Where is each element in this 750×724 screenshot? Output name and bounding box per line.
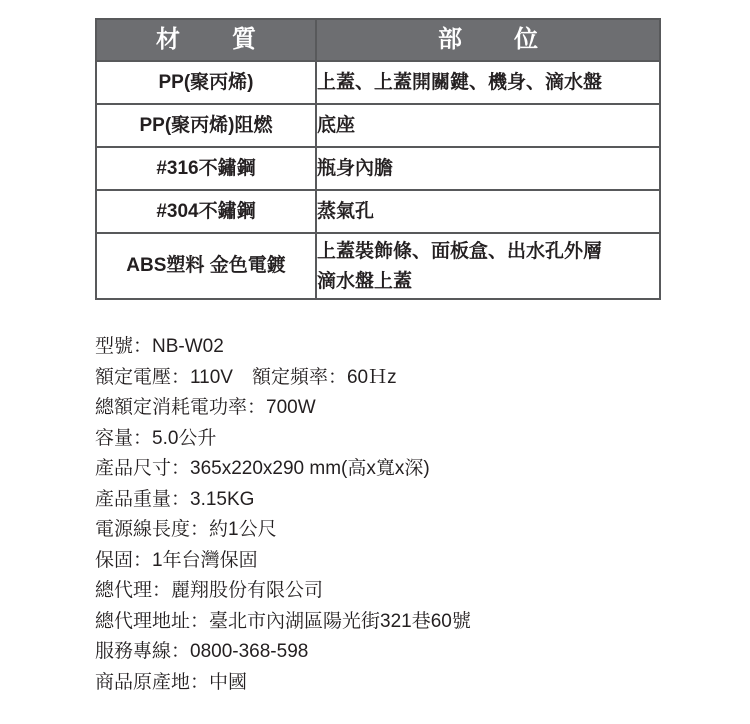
- cell-part: 蒸氣孔: [316, 190, 660, 233]
- cell-material: PP(聚丙烯)阻燃: [96, 104, 316, 147]
- cell-material: #316不鏽鋼: [96, 147, 316, 190]
- cell-part-line: 上蓋裝飾條、面板盒、出水孔外層: [317, 241, 603, 262]
- spec-distributor: 總代理：麗翔股份有限公司: [95, 580, 324, 601]
- spec-cord-length: 電源線長度：約1公尺: [95, 519, 277, 540]
- header-material: 材 質: [96, 19, 316, 61]
- cell-part: 底座: [316, 104, 660, 147]
- cell-part: [316, 233, 660, 299]
- cell-part: 上蓋、上蓋開關鍵、機身、滴水盤: [316, 61, 660, 104]
- spec-capacity: 容量：5.0公升: [95, 427, 217, 449]
- spec-weight: 產品重量：3.15KG: [95, 488, 255, 510]
- spec-service-hotline: 服務專線：0800-368-598: [95, 641, 309, 662]
- cell-material: ABS塑料 金色電鍍: [96, 233, 316, 299]
- table-row: [96, 147, 660, 190]
- material-spec-table: [95, 18, 661, 300]
- spec-distributor-address: 總代理地址：臺北市內湖區陽光街321巷60號: [95, 610, 471, 632]
- cell-material: #304不鏽鋼: [96, 190, 316, 233]
- spec-origin: 商品原產地：中國: [95, 671, 248, 693]
- spec-warranty: 保固：1年台灣保固: [95, 549, 258, 571]
- table-row: [96, 190, 660, 233]
- specification-list: [95, 332, 715, 698]
- table-row: [96, 104, 660, 147]
- cell-part-line: 滴水盤上蓋: [317, 271, 413, 292]
- cell-part: 瓶身內膽: [316, 147, 660, 190]
- header-part: 部 位: [316, 19, 660, 61]
- spec-power: 總額定消耗電功率：700W: [95, 397, 316, 418]
- table-header-row: [96, 19, 660, 61]
- spec-dimensions: 產品尺寸：365x220x290 mm(高x寬x深): [95, 458, 430, 479]
- spec-model: 型號：NB-W02: [95, 336, 224, 357]
- cell-material: PP(聚丙烯): [96, 61, 316, 104]
- spec-voltage-frequency: 額定電壓：110V 額定頻率：60Ｈz: [95, 366, 397, 388]
- table-row: [96, 61, 660, 104]
- table-row: [96, 233, 660, 299]
